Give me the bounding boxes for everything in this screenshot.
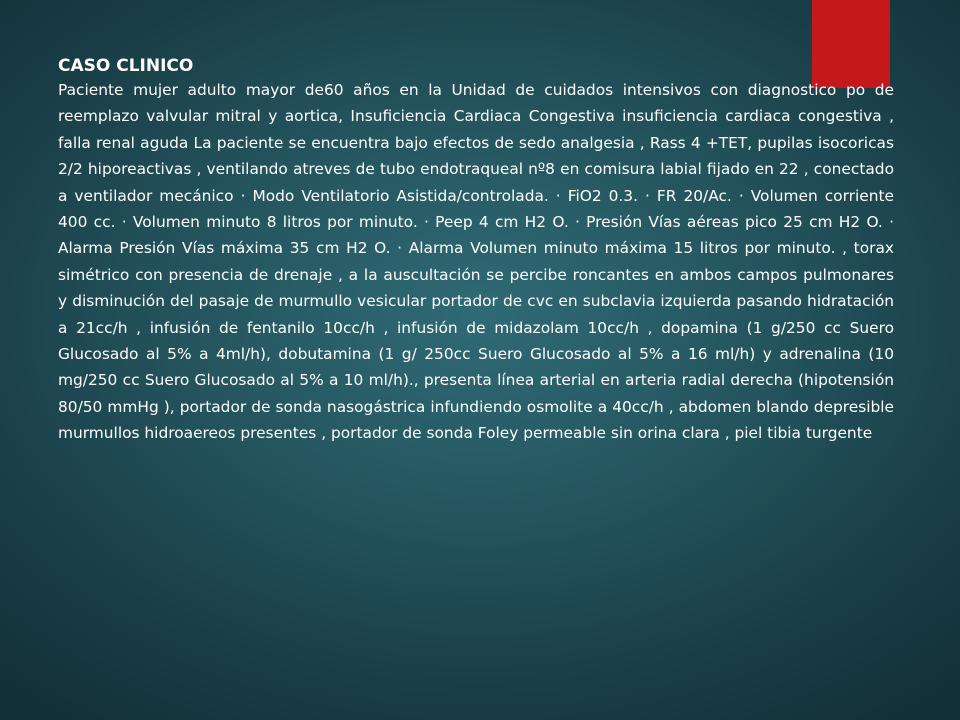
- slide-content: [58, 55, 894, 447]
- clinical-case-text: Paciente mujer adulto mayor de60 años en la Unidad de cuidados intensivos con diagnostico po de reemplazo valvular mitral y aortica, Insuficiencia Cardiaca Congestiva insuficiencia cardiaca congestiva , falla renal aguda La paciente se encuentra bajo efectos de sedo analgesia , Rass 4 +TET, pupilas isocoricas 2/2 hiporeactivas , ventilando atreves de tubo endotraqueal nº8 en comisura labial fijado en 22 , conectado a ventilador mecánico · Modo Ventilatorio Asistida/controlada. · FiO2 0.3. · FR 20/Ac. · Volumen corriente 400 cc. · Volumen minuto 8 litros por minuto. · Peep 4 cm H2 O. · Presión Vías aéreas pico 25 cm H2 O. · Alarma Presión Vías máxima 35 cm H2 O. · Alarma Volumen minuto máxima 15 litros por minuto. , torax simétrico con presencia de drenaje , a la auscultación se percibe roncantes en ambos campos pulmonares y disminución del pasaje de murmullo vesicular portador de cvc en subclavia izquierda pasando hidratación a 21cc/h , infusión de fentanilo 10cc/h , infusión de midazolam 10cc/h , dopamina (1 g/250 cc Suero Glucosado al 5% a 4ml/h), dobutamina (1 g/ 250cc Suero Glucosado al 5% a 16 ml/h) y adrenalina (10 mg/250 cc Suero Glucosado al 5% a 10 ml/h)., presenta línea arterial en arteria radial derecha (hipotensión 80/50 mmHg ), portador de sonda nasogástrica infundiendo osmolite a 40cc/h , abdomen blando depresible murmullos hidroaereos presentes , portador de sonda Foley permeable sin orina clara , piel tibia turgente: [58, 81, 894, 443]
- slide-title: CASO CLINICO: [58, 56, 194, 76]
